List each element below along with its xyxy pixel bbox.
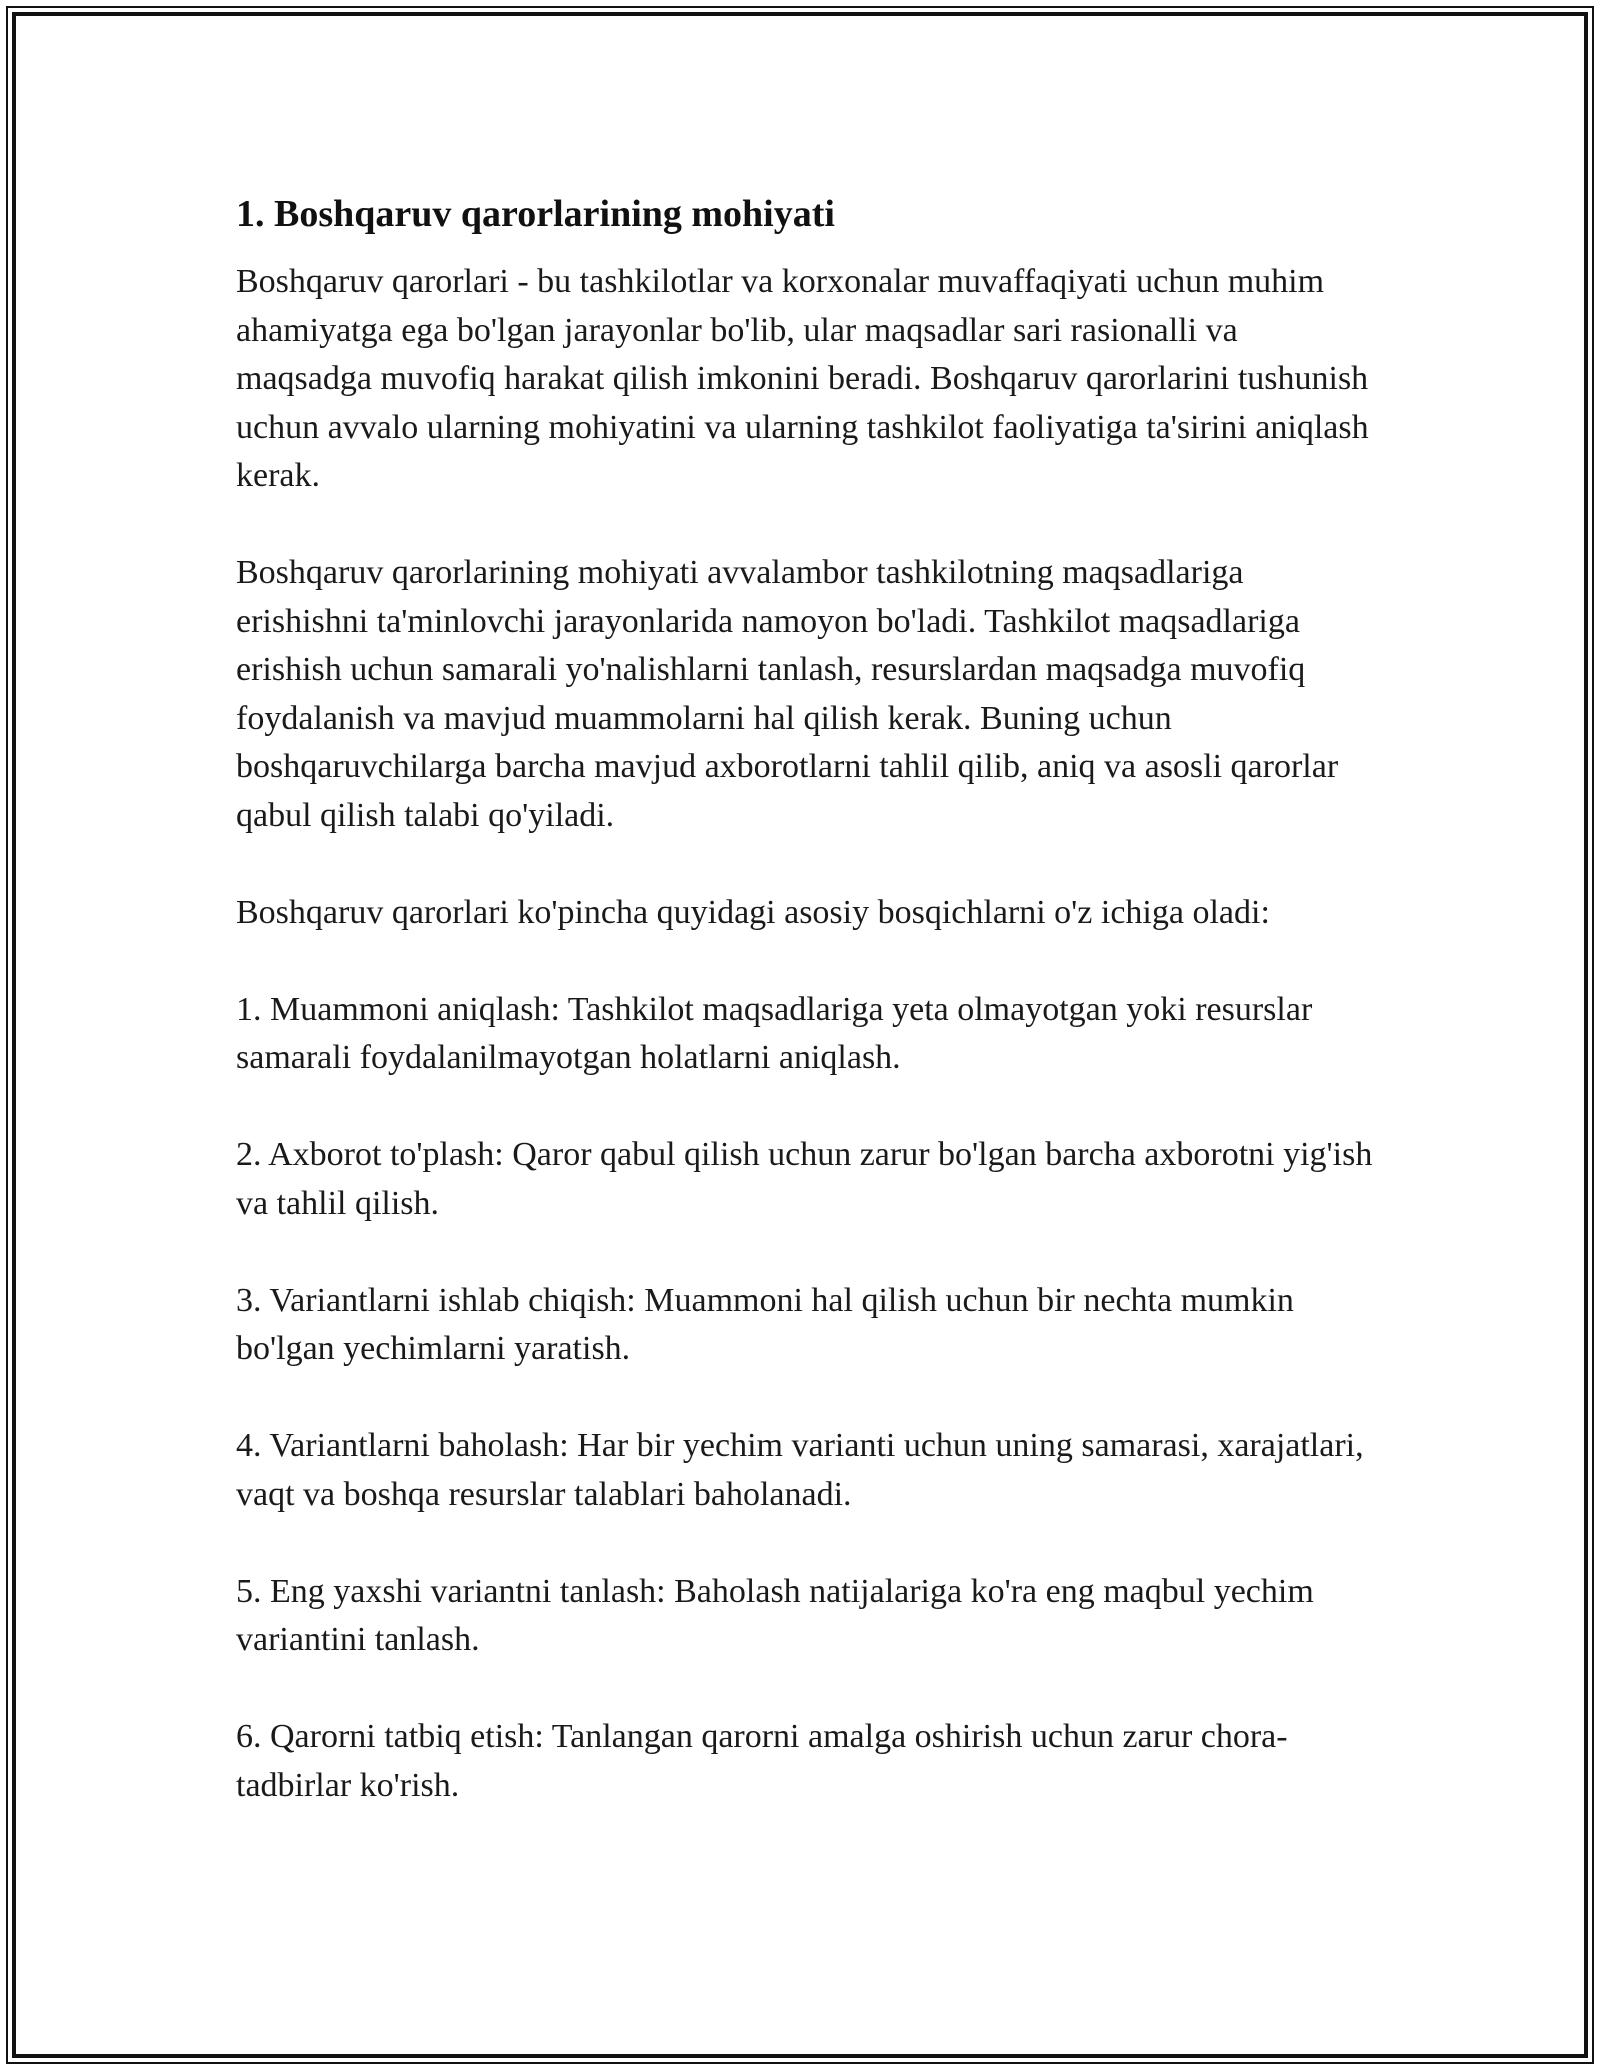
- step-item: 5. Eng yaxshi variantni tanlash: Baholash natijalariga ko'ra eng maqbul yechim variantini tanlash.: [236, 1572, 1314, 1658]
- step-item: 4. Variantlarni baholash: Har bir yechim varianti uchun uning samarasi, xarajatlari, vaqt va boshqa resurslar talablari baholanadi.: [236, 1427, 1364, 1513]
- step-item: 1. Muammoni aniqlash: Tashkilot maqsadlariga yeta olmayotgan yoki resurslar samarali foydalanilmayotgan holatlarni aniqlash.: [236, 990, 1313, 1076]
- document-body: [236, 190, 1376, 1859]
- paragraph: Boshqaruv qarorlarining mohiyati avvalambor tashkilotning maqsadlariga erishishni ta'minlovchi jarayonlarida namoyon bo'ladi. Tashkilot maqsadlariga erishish uchun samarali yo'nalishlarni tanlash, resurslardan maqsadga muvofiq foydalanish va mavjud muammolarni hal qilish kerak. Buning uchun boshqaruvchilarga barcha mavjud axborotlarni tahlil qilib, aniq va asosli qarorlar qabul qilish talabi qo'yiladi.: [236, 554, 1339, 834]
- paragraph: Boshqaruv qarorlari - bu tashkilotlar va korxonalar muvaffaqiyati uchun muhim ahamiyatga ega bo'lgan jarayonlar bo'lib, ular maqsadlar sari rasionalli va maqsadga muvofiq harakat qilish imkonini beradi. Boshqaruv qarorlarini tushunish uchun avvalo ularning mohiyatini va ularning tashkilot faoliyatiga ta'sirini aniqlash kerak.: [236, 263, 1369, 494]
- step-item: 3. Variantlarni ishlab chiqish: Muammoni hal qilish uchun bir nechta mumkin bo'lgan yechimlarni yaratish.: [236, 1281, 1294, 1367]
- step-item: 2. Axborot to'plash: Qaror qabul qilish uchun zarur bo'lgan barcha axborotni yig'ish va tahlil qilish.: [236, 1136, 1373, 1222]
- document-title: 1. Boshqaruv qarorlarining mohiyati: [236, 193, 835, 235]
- paragraph: Boshqaruv qarorlari ko'pincha quyidagi asosiy bosqichlarni o'z ichiga oladi:: [236, 893, 1270, 931]
- step-item: 6. Qarorni tatbiq etish: Tanlangan qarorni amalga oshirish uchun zarur chora-tadbirlar ko'rish.: [236, 1718, 1288, 1804]
